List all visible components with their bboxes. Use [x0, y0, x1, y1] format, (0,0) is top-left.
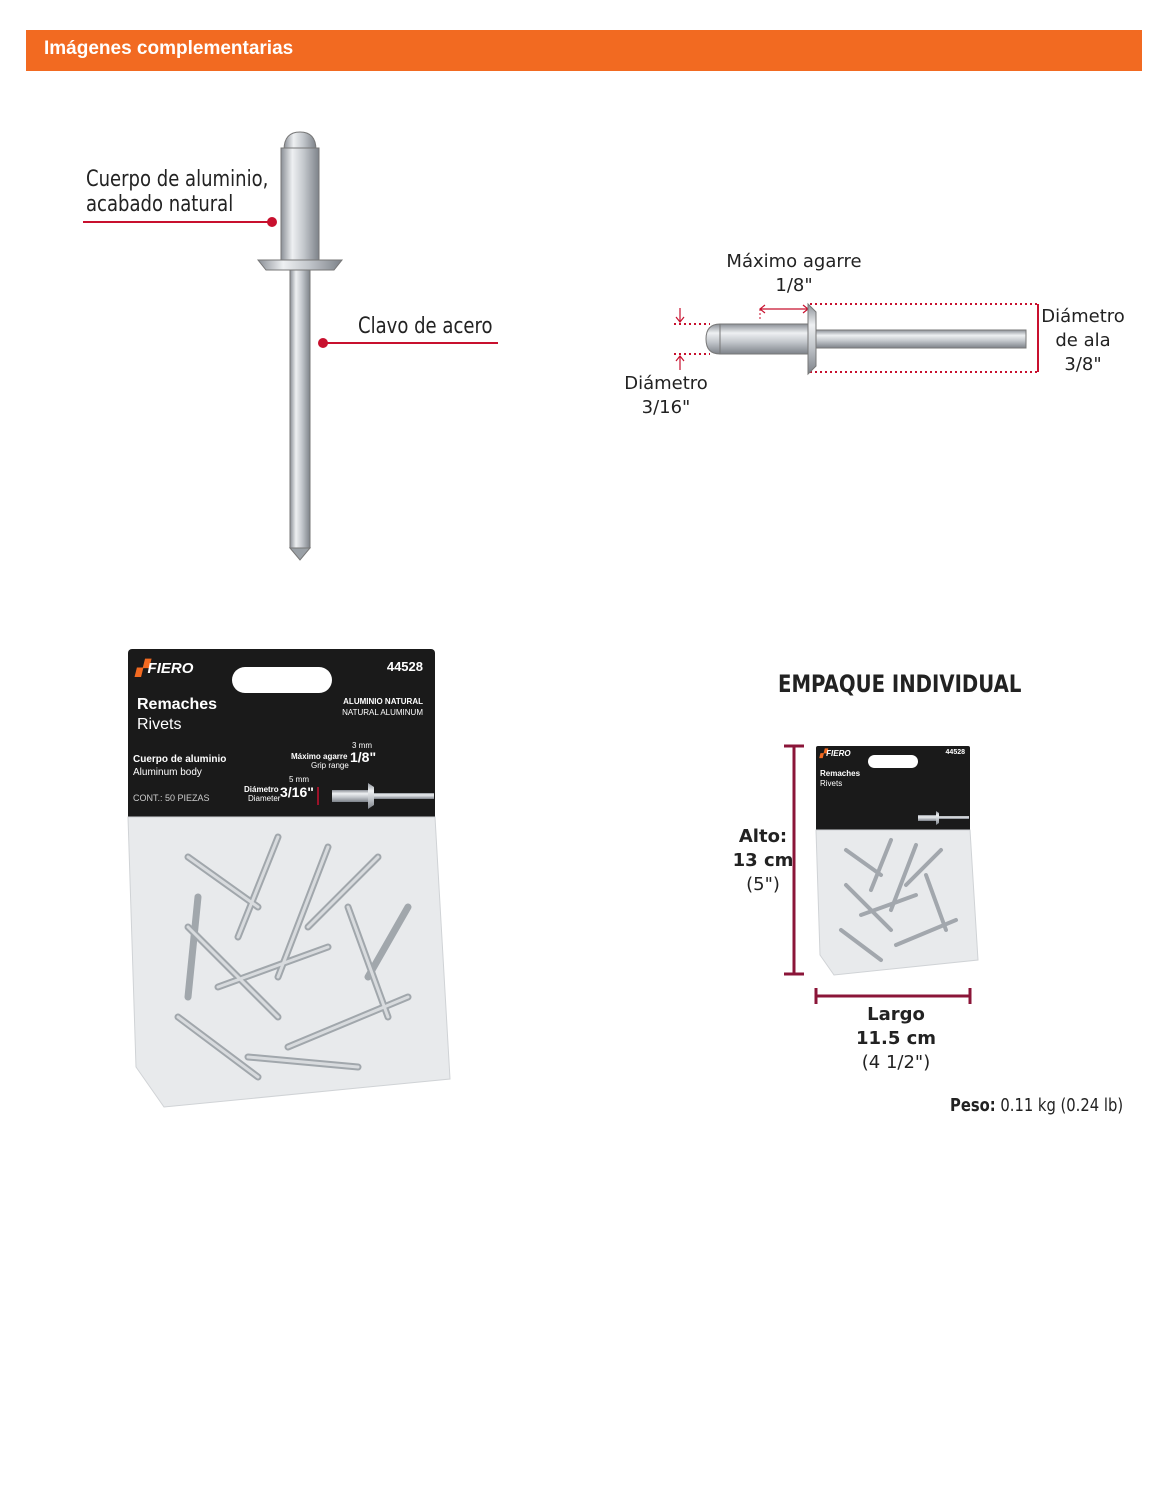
small-card-rivet-icon: [916, 810, 970, 826]
grip-es: Máximo agarre: [291, 752, 348, 761]
weight-value: 0.11 kg (0.24 lb): [1000, 1095, 1124, 1116]
contents: CONT.: 50 PIEZAS: [133, 793, 210, 803]
length-value-cm: 11.5 cm: [855, 1028, 937, 1049]
flange-label-value: 3/8": [1064, 354, 1102, 375]
diam-en: Diameter: [248, 794, 281, 803]
flange-label-line1: Diámetro: [1041, 306, 1125, 327]
hang-hole: [232, 667, 332, 693]
diam-mm: 5 mm: [289, 775, 309, 784]
grip-en: Grip range: [311, 761, 349, 770]
grip-value: 1/8": [350, 749, 377, 765]
length-label-title: Largo: [867, 1004, 925, 1025]
small-product-name-en: Rivets: [820, 779, 843, 788]
height-label: [722, 825, 804, 897]
small-product-name-es: Remaches: [820, 769, 861, 778]
material-es: ALUMINIO NATURAL: [343, 697, 423, 706]
body-es: Cuerpo de aluminio: [133, 754, 227, 765]
small-product-code: 44528: [945, 749, 965, 756]
body-label-line2: acabado natural: [86, 192, 234, 217]
grip-label: [714, 250, 874, 298]
small-package-card: [816, 746, 970, 830]
brand-logo: ▞FIERO: [136, 660, 194, 677]
diameter-label-value: 3/16": [641, 397, 691, 418]
product-code: 44528: [386, 659, 423, 674]
material-en: NATURAL ALUMINUM: [342, 708, 423, 717]
length-label: [846, 1003, 946, 1075]
nail-callout-label: Clavo de acero: [358, 314, 493, 339]
height-value-in: (5"): [746, 874, 780, 895]
small-hang-hole: [868, 755, 918, 768]
body-label-line1: Cuerpo de aluminio,: [86, 167, 269, 192]
weight-label: Peso:: [950, 1095, 996, 1116]
section-title: Imágenes complementarias: [44, 38, 294, 59]
diameter-label: [610, 372, 722, 420]
small-package-bag: [816, 830, 982, 976]
rivet-dimension-diagram: [670, 300, 1050, 380]
length-value-in: (4 1/2"): [861, 1052, 931, 1073]
grip-label-line1: Máximo agarre: [726, 251, 862, 272]
grip-mm: 3 mm: [352, 741, 372, 750]
body-callout-label: [86, 167, 268, 217]
height-label-title: Alto:: [738, 826, 788, 847]
diam-value: 3/16": [280, 784, 314, 800]
section-header-bar: [26, 30, 1142, 71]
product-name-en: Rivets: [137, 716, 182, 733]
diameter-label-line1: Diámetro: [624, 373, 708, 394]
weight-info: [950, 1094, 1123, 1118]
flange-label-line2: de ala: [1055, 330, 1111, 351]
package-bag: [128, 817, 453, 1109]
card-rivet-icon: [326, 781, 436, 811]
package-card: [128, 649, 435, 817]
small-brand-logo: ▞FIERO: [820, 749, 851, 758]
packaging-title: EMPAQUE INDIVIDUAL: [778, 670, 1022, 698]
diam-es: Diámetro: [244, 785, 279, 794]
height-value-cm: 13 cm: [732, 850, 794, 871]
body-en: Aluminum body: [133, 767, 202, 778]
flange-diameter-label: [1030, 305, 1136, 377]
product-name-es: Remaches: [137, 696, 218, 713]
grip-label-value: 1/8": [775, 275, 813, 296]
